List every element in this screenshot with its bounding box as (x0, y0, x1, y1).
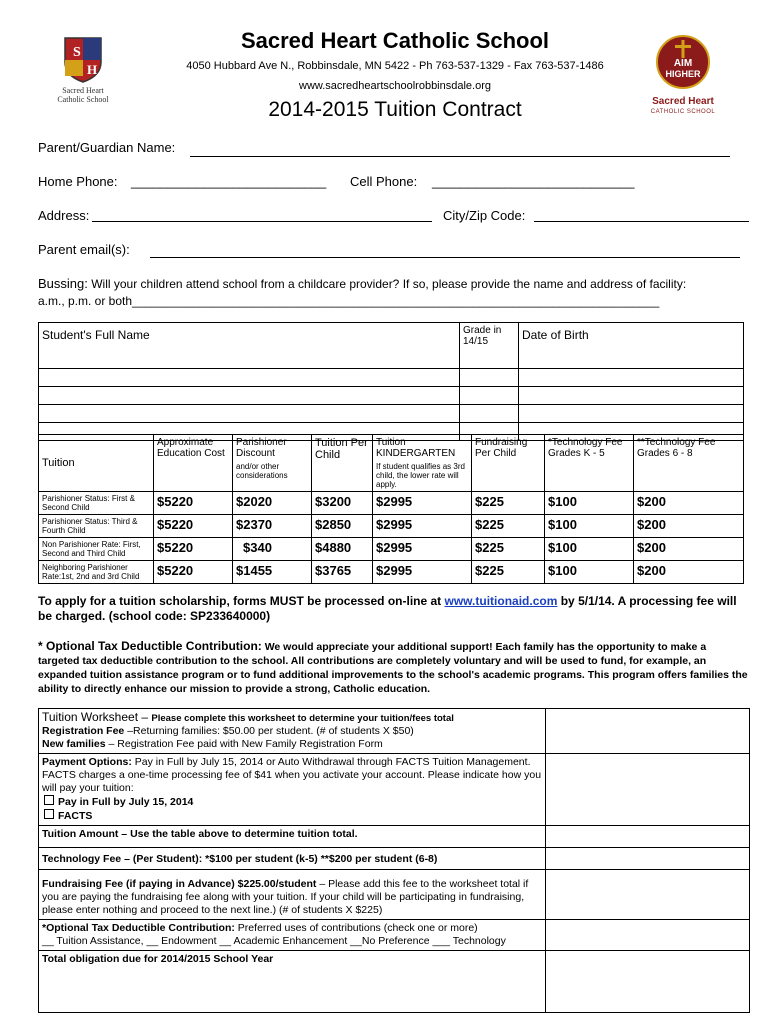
kinder: $2995 (373, 561, 472, 584)
tuition-amount-label: Tuition Amount – Use the table above to determine tuition total. (39, 826, 546, 848)
svg-text:H: H (87, 62, 98, 77)
approx-cost: $5220 (154, 492, 233, 515)
new-families-row (42, 738, 542, 751)
approx-cost-header: Approximate Education Cost (154, 435, 233, 492)
approx-cost: $5220 (154, 561, 233, 584)
discount: $340 (233, 538, 312, 561)
student-table (38, 322, 744, 441)
fundraising: $225 (472, 538, 545, 561)
bussing-question (38, 276, 758, 291)
contribution-field[interactable] (546, 920, 750, 951)
fundraising: $225 (472, 492, 545, 515)
kinder-header-cell (373, 435, 472, 492)
student-row[interactable] (39, 369, 744, 387)
tech-68: $200 (634, 492, 744, 515)
row-label: Neighboring Parishioner Rate:1st, 2nd and 3rd Child (39, 561, 154, 584)
payment-options-cell (39, 754, 546, 826)
total-obligation-field[interactable] (546, 951, 750, 1013)
fundraising: $225 (472, 561, 545, 584)
fundraising: $225 (472, 515, 545, 538)
fundraising-fee-label: Fundraising Fee (if paying in Advance) $225.00/student (42, 878, 317, 890)
contract-title: 2014-2015 Tuition Contract (268, 98, 522, 121)
per-child: $3765 (312, 561, 373, 584)
approx-cost: $5220 (154, 538, 233, 561)
worksheet-title-row (42, 711, 542, 725)
pay-full-checkbox[interactable] (44, 795, 54, 805)
contribution-opt-label: *Optional Tax Deductible Contribution: (42, 922, 235, 934)
contribution-opt-text: Preferred uses of contributions (check one or more) (234, 922, 478, 934)
parent-name-label: Parent/Guardian Name: (38, 140, 176, 155)
student-row[interactable] (39, 387, 744, 405)
bussing-text: Will your children attend school from a childcare provider? If so, please provide the name and address of facility: (91, 277, 687, 291)
fundraising-fee-cell (39, 870, 546, 920)
school-name: Sacred Heart Catholic School (240, 28, 550, 53)
worksheet-table (38, 708, 750, 1013)
discount: $1455 (233, 561, 312, 584)
per-child: $4880 (312, 538, 373, 561)
right-logo-top: AIM (673, 58, 693, 69)
facts-checkbox[interactable] (44, 809, 54, 819)
kinder-header: Tuition KINDERGARTEN (376, 437, 456, 459)
payment-label: Payment Options: (42, 756, 132, 768)
school-crest-icon (61, 34, 105, 84)
per-child: $3200 (312, 492, 373, 515)
bussing-label: Bussing: (38, 276, 88, 291)
fundraising-header: Fundraising Per Child (472, 435, 545, 492)
facts-label: FACTS (58, 810, 93, 822)
left-logo-line1: Sacred Heart (62, 86, 104, 95)
pay-full-label: Pay in Full by July 15, 2014 (58, 796, 194, 808)
facts-option[interactable] (42, 809, 542, 823)
left-logo-line2: Catholic School (57, 95, 109, 104)
fundraising-fee-field[interactable] (546, 870, 750, 920)
reg-fee-label: Registration Fee (42, 725, 125, 737)
tuition-amount-field[interactable] (546, 826, 750, 848)
scholarship-note (38, 594, 750, 624)
student-name-header: Student's Full Name (39, 323, 460, 369)
dob-header: Date of Birth (519, 323, 744, 369)
bussing-line[interactable]: a.m., p.m. or both_______________________________________________________________________________ (38, 294, 660, 308)
tuition-row (39, 515, 744, 538)
contribution-options[interactable]: __ Tuition Assistance, __ Endowment __ Academic Enhancement __No Preference ___ Technology (42, 935, 506, 947)
tech-fee-field[interactable] (546, 848, 750, 870)
tuition-row (39, 538, 744, 561)
tech-68: $200 (634, 515, 744, 538)
svg-text:S: S (73, 45, 81, 60)
tech-68: $200 (634, 561, 744, 584)
discount: $2020 (233, 492, 312, 515)
payment-text: Pay in Full by July 15, 2014 or Auto Withdrawal through FACTS Tuition Management. FACTS charges a one-time processing fee of $41 when you activate your account. Please indicate how you will pay your tuition: (42, 756, 542, 794)
worksheet-title: Tuition Worksheet – (42, 710, 152, 724)
right-logo-sub: CATHOLIC SCHOOL (650, 109, 716, 115)
tech-k5: $100 (545, 561, 634, 584)
kinder-note: If student qualifies as 3rd child, the lower rate will apply. (376, 462, 465, 489)
approx-cost: $5220 (154, 515, 233, 538)
pay-full-option[interactable] (42, 795, 542, 809)
row-label: Parishioner Status: First & Second Child (39, 492, 154, 515)
reg-fee-row (42, 725, 542, 738)
fundraising-fee-text: – Please add this fee to the worksheet total if you are paying the fundraising fee along with your tuition. If your child will be participating in fundraising, please enter nothing and proceed to the next line.) (# of students X $225) (42, 878, 529, 916)
student-row[interactable] (39, 405, 744, 423)
new-families-text: – Registration Fee paid with New Family Registration Form (105, 738, 383, 750)
grade-header: Grade in 14/15 (460, 323, 519, 369)
tech-fee-label: Technology Fee – (Per Student): *$100 per student (k-5) **$200 per student (6-8) (39, 848, 546, 870)
new-families-label: New families (42, 738, 106, 750)
per-child: $2850 (312, 515, 373, 538)
right-logo-bottom: HIGHER (665, 69, 701, 79)
scholarship-text-2: by 5/1/14. A processing fee will be charged. (school code: SP233640000) (38, 594, 737, 623)
worksheet-info-cell (39, 709, 546, 754)
tech-k5: $100 (545, 492, 634, 515)
parishioner-header: Parishioner Discount (236, 437, 287, 459)
cell-phone-label: Cell Phone: (350, 174, 418, 189)
tuition-row (39, 492, 744, 515)
city-zip-field[interactable] (534, 221, 749, 222)
school-website: www.sacredheartschoolrobbinsdale.org (299, 80, 491, 92)
school-address: 4050 Hubbard Ave N., Robbinsdale, MN 5422 - Ph 763-537-1329 - Fax 763-537-1486 (186, 60, 604, 72)
home-phone-field[interactable]: ___________________________ (131, 174, 327, 189)
tech-68: $200 (634, 538, 744, 561)
left-logo (52, 34, 114, 106)
scholarship-text-1: To apply for a tuition scholarship, forms MUST be processed on-line at (38, 594, 445, 608)
tech-k5-header: *Technology Fee Grades K - 5 (545, 435, 634, 492)
home-phone-label: Home Phone: (38, 174, 118, 189)
row-label: Parishioner Status: Third & Fourth Child (39, 515, 154, 538)
tuition-header: Tuition (39, 435, 154, 492)
cell-phone-field[interactable]: ____________________________ (432, 174, 635, 189)
parishioner-note: and/or other considerations (236, 462, 288, 480)
contribution-note (38, 639, 750, 696)
tech-k5: $100 (545, 515, 634, 538)
total-obligation-label: Total obligation due for 2014/2015 School Year (39, 951, 546, 1013)
right-logo (648, 30, 718, 120)
email-label: Parent email(s): (38, 242, 130, 257)
right-logo-name: Sacred Heart (652, 96, 714, 107)
address-label: Address: (38, 208, 90, 223)
tech-68-header: **Technology Fee Grades 6 - 8 (634, 435, 744, 492)
contribution-cell (39, 920, 546, 951)
worksheet-note: Please complete this worksheet to determine your tuition/fees total (151, 713, 454, 724)
contribution-text: We would appreciate your additional support! Each family has the opportunity to make a targeted tax deductible contribution to the school. All contributions are completely voluntary and will be used to fund, for example, an expanded tuition assistance program or to fund additional improvements to the school's academic programs. This program offers families the ability to directly enhance our mission to provide a strong, Catholic education. (38, 641, 748, 695)
discount: $2370 (233, 515, 312, 538)
tuition-table (38, 434, 744, 584)
city-zip-label: City/Zip Code: (443, 208, 526, 223)
address-field[interactable] (92, 221, 432, 222)
reg-fee-amount[interactable] (546, 709, 750, 754)
per-child-header: Tuition Per Child (312, 435, 373, 492)
kinder: $2995 (373, 538, 472, 561)
reg-fee-text: –Returning families: $50.00 per student. (# of students X $50) (124, 725, 414, 737)
email-field[interactable] (150, 257, 740, 258)
parishioner-header-cell (233, 435, 312, 492)
tuitionaid-link[interactable]: www.tuitionaid.com (444, 594, 558, 608)
tech-k5: $100 (545, 538, 634, 561)
row-label: Non Parishioner Rate: First, Second and Third Child (39, 538, 154, 561)
kinder: $2995 (373, 492, 472, 515)
payment-amount[interactable] (546, 754, 750, 826)
kinder: $2995 (373, 515, 472, 538)
parent-name-field[interactable] (190, 156, 730, 157)
contribution-label: * Optional Tax Deductible Contribution: (38, 639, 262, 653)
tuition-row (39, 561, 744, 584)
